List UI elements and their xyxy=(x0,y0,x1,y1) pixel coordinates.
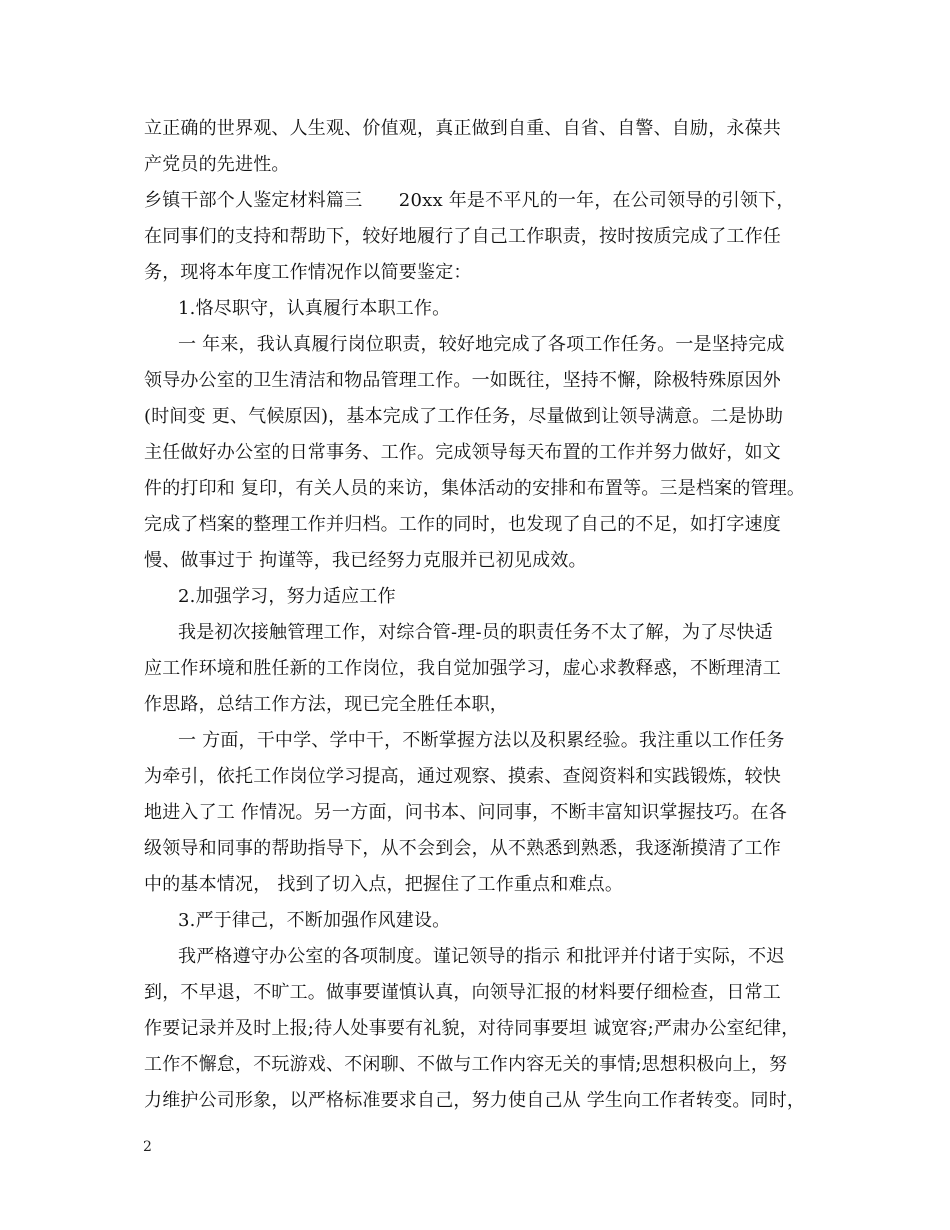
text-line: 到，不早退，不旷工。做事要谨慎认真，向领导汇报的材料要仔细检查，日常工 xyxy=(144,982,781,1003)
text-line: 领导办公室的卫生清洁和物品管理工作。一如既往，坚持不懈，除极特殊原因外 xyxy=(144,370,781,391)
text-line: 我是初次接触管理工作，对综合管-理-员的职责任务不太了解，为了尽快适 xyxy=(178,622,773,643)
text-line: 级领导和同事的帮助指导下，从不会到会，从不熟悉到熟悉，我逐渐摸清了工作 xyxy=(144,838,781,859)
text-line: 一 方面，干中学、学中干，不断掌握方法以及积累经验。我注重以工作任务 xyxy=(178,730,785,751)
page-number: 2 xyxy=(143,1139,152,1155)
text-line: 立正确的世界观、人生观、价值观，真正做到自重、自省、自警、自励，永葆共 xyxy=(144,118,781,139)
text-line: 慢、做事过于 拘谨等，我已经努力克服并已初见成效。 xyxy=(144,550,587,571)
text-line: 我严格遵守办公室的各项制度。谨记领导的指示 和批评并付诸于实际，不迟 xyxy=(178,946,785,967)
text-line: 务，现将本年度工作情况作以简要鉴定： xyxy=(144,262,472,283)
text-line: 作思路，总结工作方法，现已完全胜任本职， xyxy=(144,694,508,715)
text-line: 地进入了工 作情况。另一方面，问书本、问同事，不断丰富知识掌握技巧。在各 xyxy=(144,802,787,823)
text-line: 力维护公司形象，以严格标准要求自己，努力使自己从 学生向工作者转变。同时， xyxy=(144,1090,806,1111)
section-heading: 1.恪尽职守，认真履行本职工作。 xyxy=(178,298,451,319)
text-line: 在同事们的支持和帮助下，较好地履行了自己工作职责，按时按质完成了工作任 xyxy=(144,226,781,247)
text-line: 产党员的先进性。 xyxy=(144,154,290,175)
text-line: 一 年来，我认真履行岗位职责，较好地完成了各项工作任务。一是坚持完成 xyxy=(178,334,785,355)
text-line: 作要记录并及时上报;待人处事要有礼貌，对待同事要坦 诚宽容;严肃办公室纪律， xyxy=(144,1018,800,1039)
text-line: 中的基本情况， 找到了切入点，把握住了工作重点和难点。 xyxy=(144,874,624,895)
text-line: 乡镇干部个人鉴定材料篇三 20xx 年是不平凡的一年，在公司领导的引领下， xyxy=(144,190,795,211)
text-line: 应工作环境和胜任新的工作岗位，我自觉加强学习，虚心求教释惑，不断理清工 xyxy=(144,658,781,679)
text-line: 主任做好办公室的日常事务、工作。完成领导每天布置的工作并努力做好，如文 xyxy=(144,442,781,463)
text-line: 件的打印和 复印，有关人员的来访，集体活动的安排和布置等。三是档案的管理。 xyxy=(144,478,806,499)
text-line: 为牵引，依托工作岗位学习提高，通过观察、摸索、查阅资料和实践锻炼，较快 xyxy=(144,766,781,787)
section-heading: 3.严于律己，不断加强作风建设。 xyxy=(178,910,451,931)
text-line: (时间变 更、气候原因)，基本完成了工作任务，尽量做到让领导满意。二是协助 xyxy=(144,406,784,427)
section-heading: 2.加强学习，努力适应工作 xyxy=(178,586,396,607)
text-line: 完成了档案的整理工作并归档。工作的同时，也发现了自己的不足，如打字速度 xyxy=(144,514,781,535)
text-line: 工作不懈怠，不玩游戏、不闲聊、不做与工作内容无关的事情;思想积极向上，努 xyxy=(144,1054,788,1075)
